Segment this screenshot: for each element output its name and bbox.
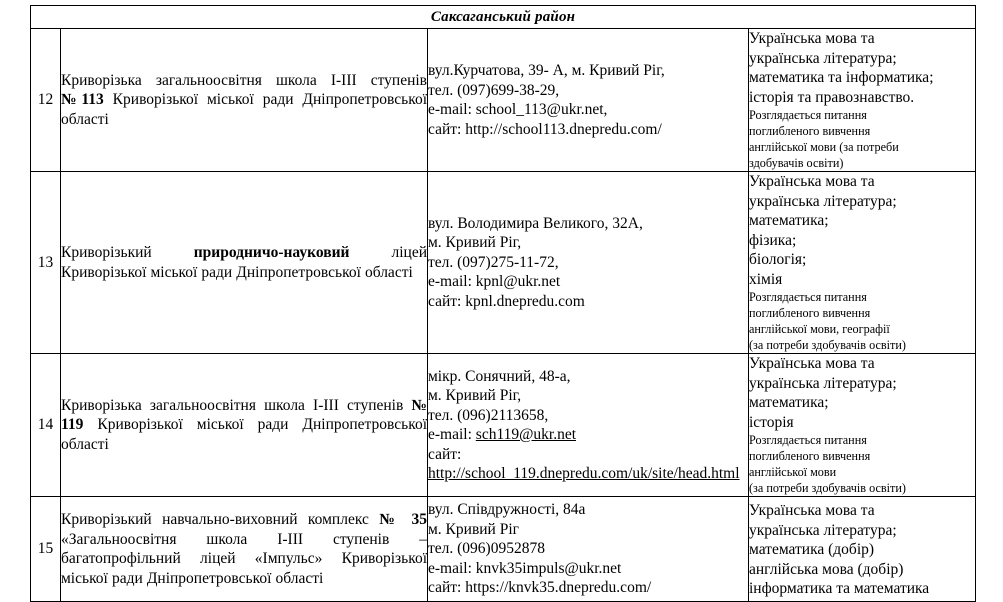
contacts-cell (428, 497, 749, 602)
institution-number: № 35 (379, 511, 427, 528)
district-title: Саксаганський район (430, 9, 576, 25)
institution-name (61, 243, 427, 282)
institution-number: №113 (61, 91, 104, 109)
subjects-list (749, 29, 975, 107)
subject-note-line: поглибленого вивчення (749, 449, 871, 463)
contact-address: вул.Курчатова, 39- А, м. Кривий Ріг, (428, 62, 665, 79)
institution-name-prefix: Криворізький навчально-виховний комплекс (61, 511, 380, 528)
contacts-cell (428, 354, 749, 497)
institution-name-cell (61, 172, 428, 354)
contact-phone: тел. (097)699-38-29, (428, 81, 560, 99)
subjects-list (749, 354, 975, 432)
row-number: 12 (37, 91, 54, 108)
subject-line: математика; (749, 394, 829, 411)
subject-line: англійська мова (добір) (749, 560, 904, 578)
institution-number: № 119 (61, 396, 427, 434)
contact-website[interactable]: сайт: https://knvk35.dnepredu.com/ (428, 579, 652, 597)
subject-line: історія та правознавство. (749, 88, 915, 106)
table-row (31, 29, 976, 172)
subject-note-line: (за потреби здобувачів освіти) (749, 338, 906, 352)
table-row (31, 172, 976, 354)
contact-city: м. Кривий Ріг, (428, 387, 522, 404)
subject-line: математика (добір) (749, 541, 875, 559)
subject-line: Українська мова та (749, 173, 875, 190)
contacts-cell (428, 172, 749, 354)
contact-city: м. Кривий Ріг, (428, 234, 522, 252)
row-number: 13 (37, 253, 54, 271)
schools-table (30, 5, 976, 602)
contact-phone: тел. (096)0952878 (428, 540, 545, 558)
institution-name-suffix: ліцей Криворізької міської ради Дніпропетровської області (61, 244, 427, 281)
subject-line: хімія (749, 270, 783, 288)
contact-website[interactable]: сайт: http://school113.dnepredu.com/ (428, 120, 662, 138)
subjects-note (749, 432, 975, 496)
institution-name (61, 71, 427, 130)
contact-email[interactable]: e-mail: kpnl@ukr.net (428, 273, 561, 291)
district-header-cell (31, 6, 976, 29)
institution-name-cell (61, 354, 428, 497)
subjects-list (749, 172, 975, 289)
subject-line: фізика; (749, 231, 797, 249)
institution-name-prefix: Криворізька загальноосвітня школа I-III ступенів (61, 396, 412, 414)
subject-note-line: Розглядається питання (749, 108, 867, 122)
contact-email[interactable]: e-mail: school_113@ukr.net, (428, 101, 608, 118)
subject-line: математика та інформатика; (749, 69, 934, 86)
row-number-cell (31, 497, 61, 602)
contact-address: мікр. Сонячний, 48-а, (428, 367, 571, 385)
contact-website[interactable] (428, 464, 748, 484)
subject-note-line: Розглядається питання (749, 433, 867, 447)
row-number-cell (31, 172, 61, 354)
institution-number: природничо-науковий (193, 244, 350, 261)
subjects-cell (749, 497, 976, 602)
contacts-cell (428, 29, 749, 172)
subject-line: інформатика та математика (749, 580, 930, 598)
contact-city: м. Кривий Ріг (428, 520, 520, 538)
subject-note-line: поглибленого вивчення (749, 124, 871, 138)
table-row (31, 497, 976, 602)
contact-website-label: сайт: (428, 445, 462, 463)
contact-email[interactable]: e-mail: knvk35impuls@ukr.net (428, 559, 622, 577)
subject-line: українська література; (749, 192, 897, 210)
subject-line: математика; (749, 212, 829, 229)
table-row (31, 354, 976, 497)
subject-line: Українська мова та (749, 355, 875, 372)
institution-name (61, 510, 427, 588)
institution-name-prefix: Криворізька загальноосвітня школа I-III ступенів (61, 71, 427, 89)
institution-name-suffix: Криворізької міської ради Дніпропетровської області (61, 416, 427, 453)
institution-name-cell (61, 497, 428, 602)
subject-note-line: англійської мови, географії (749, 322, 890, 336)
contact-email[interactable]: e-mail: sch119@ukr.net (428, 426, 577, 443)
subjects-cell (749, 29, 976, 172)
contact-email-link[interactable]: sch119@ukr.net (475, 426, 577, 443)
subject-line: Українська мова та (749, 502, 875, 520)
subject-line: українська література; (749, 374, 897, 392)
subject-line: біологія; (749, 251, 807, 268)
subject-note-line: поглибленого вивчення (749, 306, 871, 320)
subject-line: українська література; (749, 521, 897, 539)
contact-phone: тел. (096)2113658, (428, 406, 549, 424)
row-number-cell (31, 29, 61, 172)
subjects-cell (749, 354, 976, 497)
subject-note-line: Розглядається питання (749, 290, 867, 304)
subjects-cell (749, 172, 976, 354)
institution-name-suffix: «Загальноосвітня школа I-III ступенів – багатопрофільний ліцей «Імпульс» Криворізької міської ради Дніпропетровської області (61, 530, 427, 587)
subjects-note (749, 289, 975, 353)
subject-line: історія (749, 413, 794, 431)
row-number: 14 (37, 416, 54, 433)
institution-name (61, 396, 427, 455)
institution-name-prefix: Криворізький (61, 244, 194, 261)
institution-name-suffix: Криворізької міської ради Дніпропетровської області (61, 91, 427, 128)
table-body (31, 6, 976, 602)
row-number-cell (31, 354, 61, 497)
subject-note-line: англійської мови (за потреби (749, 140, 899, 154)
subject-note-line: здобувачів освіти) (749, 156, 844, 170)
institution-name-cell (61, 29, 428, 172)
subject-note-line: (за потреби здобувачів освіти) (749, 481, 906, 495)
district-header-row (31, 6, 976, 29)
subject-line: українська література; (749, 49, 897, 67)
subjects-list (749, 501, 975, 599)
contact-address: вул. Співдружності, 84а (428, 501, 586, 519)
contact-phone: тел. (097)275-11-72, (428, 253, 559, 271)
contact-website-link[interactable]: http://school_119.dnepredu.com/uk/site/head.html (428, 465, 740, 482)
contact-website[interactable]: сайт: kpnl.dnepredu.com (428, 292, 585, 310)
row-number: 15 (37, 540, 54, 557)
contact-address: вул. Володимира Великого, 32А, (428, 214, 643, 232)
subject-note-line: англійської мови (749, 465, 837, 479)
subjects-note (749, 107, 975, 171)
subject-line: Українська мова та (749, 30, 875, 47)
